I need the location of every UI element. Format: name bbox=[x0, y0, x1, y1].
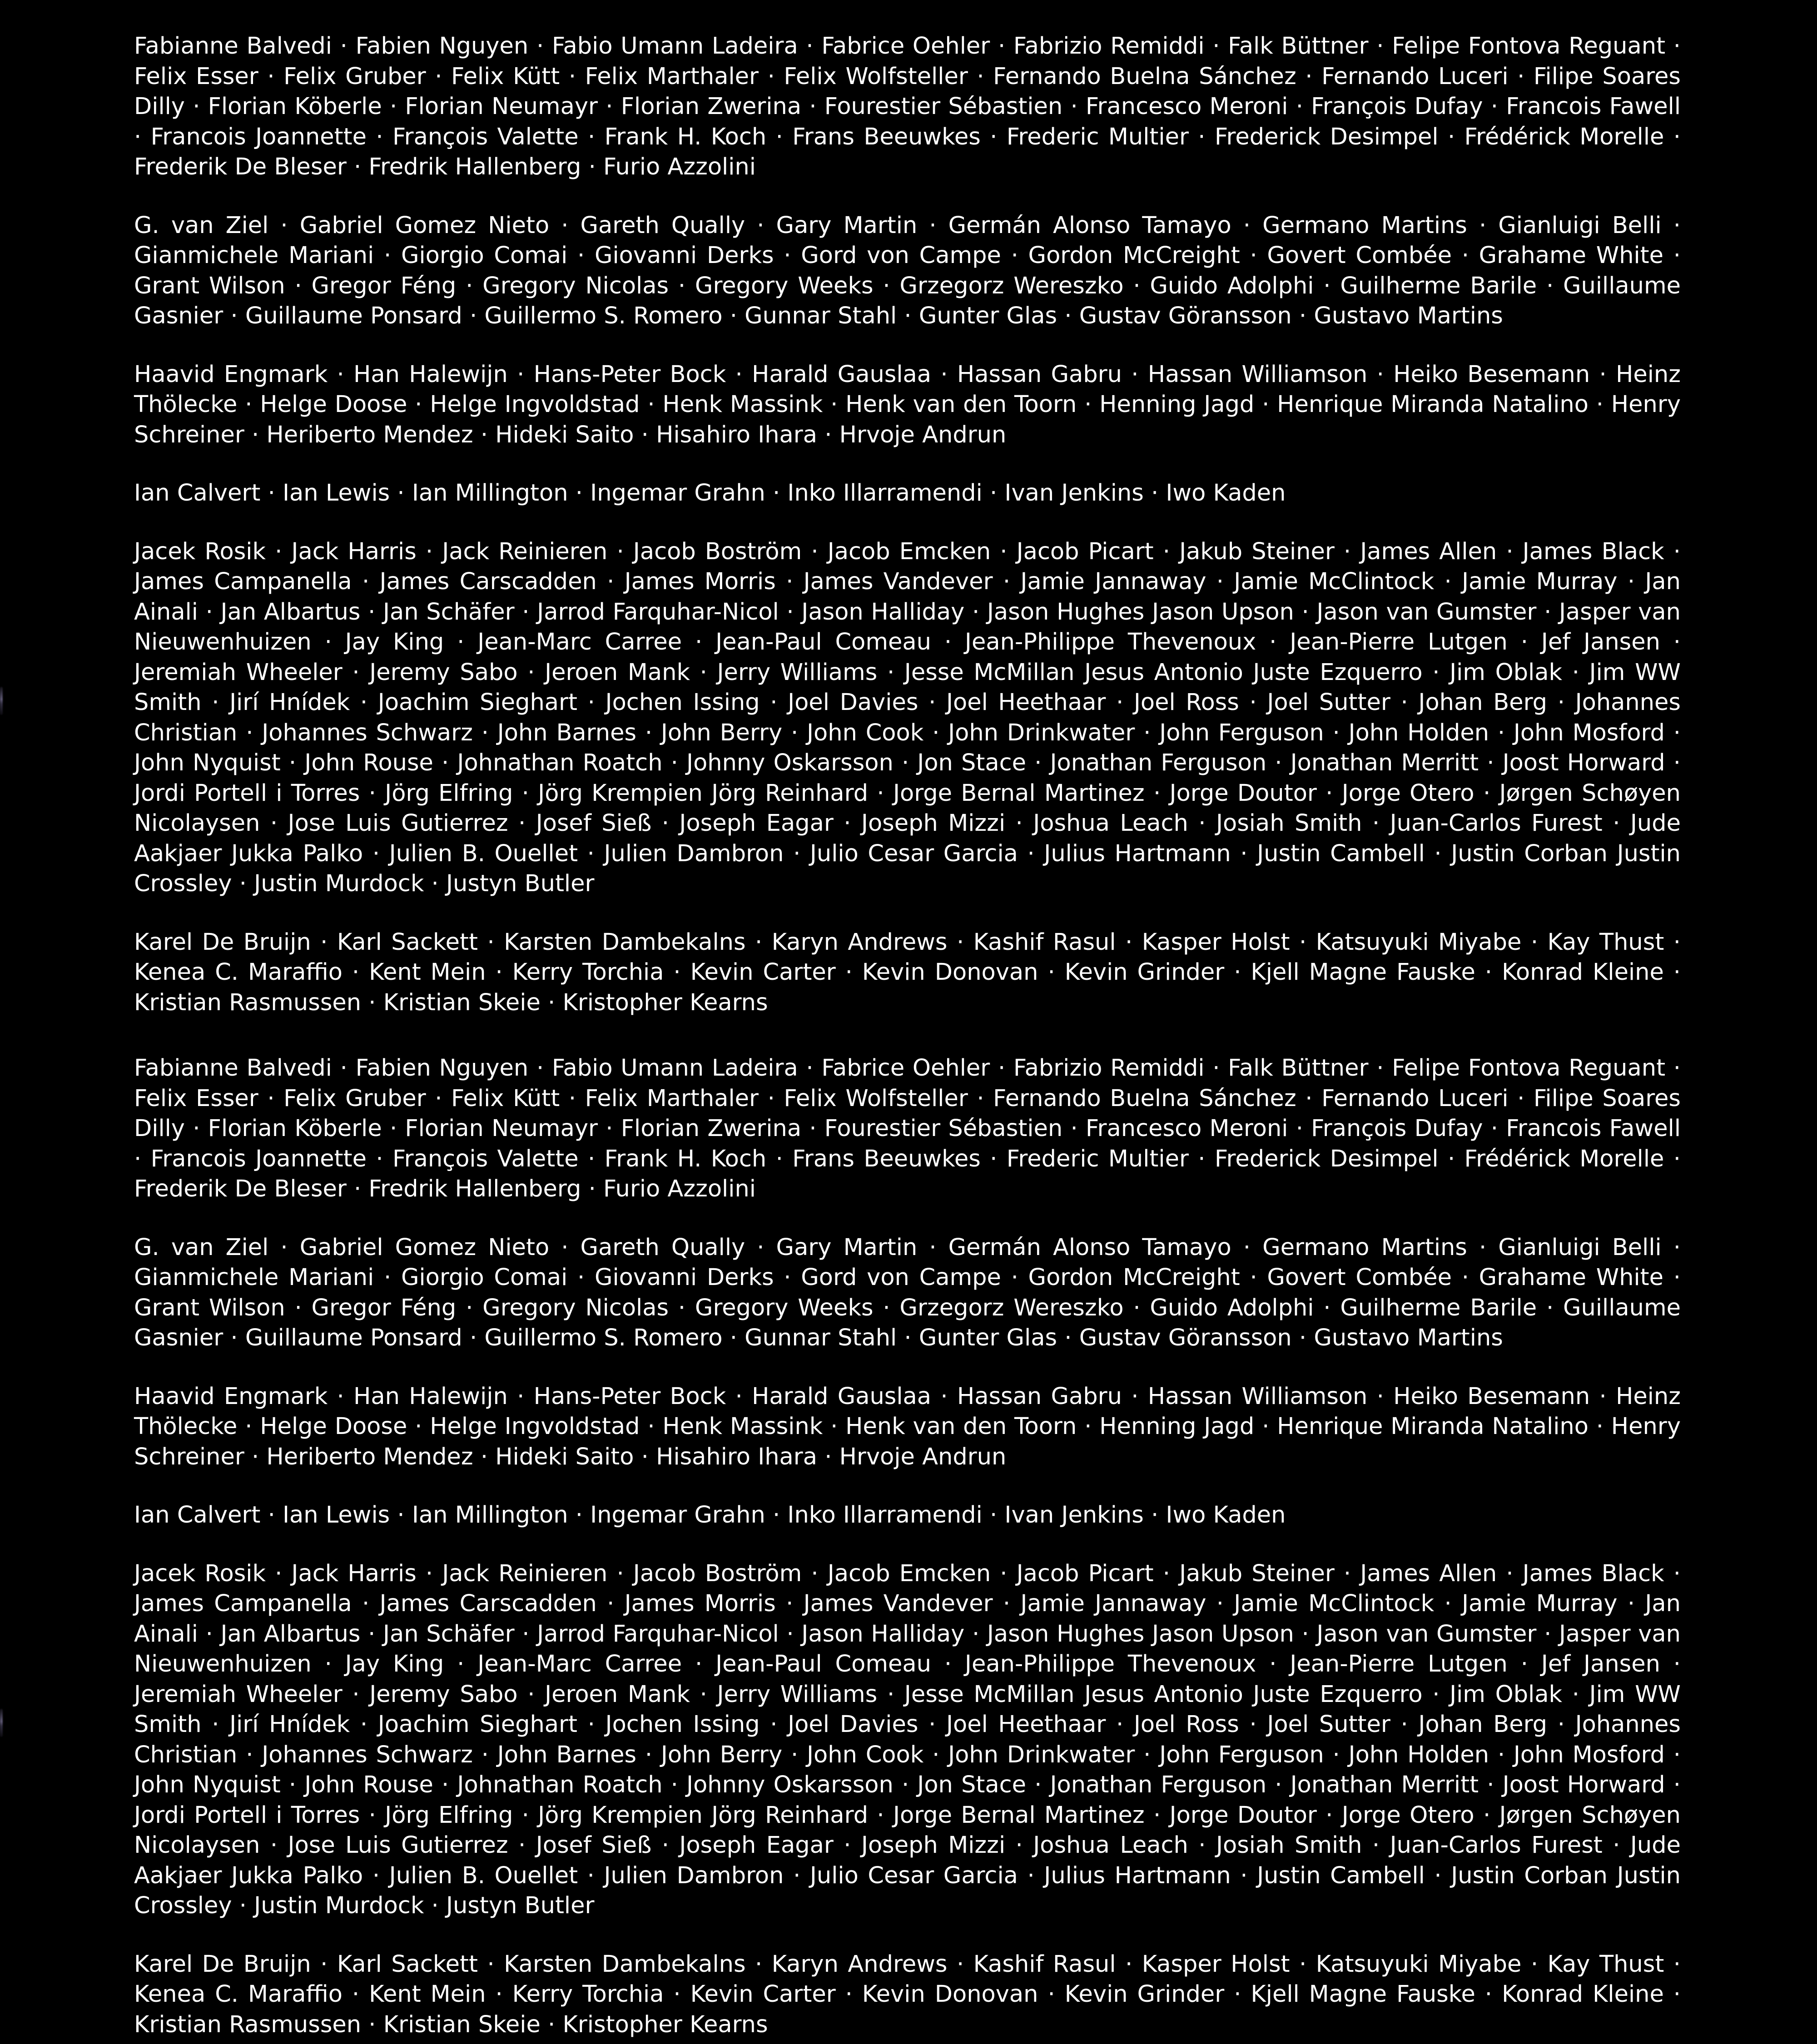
credits-text-column bbox=[134, 0, 1681, 1018]
credits-paragraph-I: Ian Calvert · Ian Lewis · Ian Millington · Ingemar Grahn · Inko Illarramendi · Ivan Jenkins · Iwo Kaden bbox=[134, 480, 1286, 506]
credits-paragraph-F: Fabianne Balvedi · Fabien Nguyen · Fabio Umann Ladeira · Fabrice Oehler · Fabrizio Remiddi · Falk Büttner · Felipe Fontova Reguant · Felix Esser · Felix Gruber · Felix Kütt · Felix Marthaler · Felix Wolfsteller · Fernando Buelna Sánchez · Fernando Luceri · Filipe Soares Dilly · Florian Köberle · Florian Neumayr · Florian Zwerina · Fourestier Sébastien · Francesco Meroni · François Dufay · Francois Fawell · Francois Joannette · François Valette · Frank H. Koch · Frans Beeuwkes · Frederic Multier · Frederick Desimpel · Frédérick Morelle · Frederik De Bleser · Fredrik Hallenberg · Furio Azzolini bbox=[134, 33, 1681, 180]
credits-paragraph-G: G. van Ziel · Gabriel Gomez Nieto · Gareth Qually · Gary Martin · Germán Alonso Tamayo · Germano Martins · Gianluigi Belli · Gianmichele Mariani · Giorgio Comai · Giovanni Derks · Gord von Campe · Gordon McCreight · Govert Combée · Grahame White · Grant Wilson · Gregor Féng · Gregory Nicolas · Gregory Weeks · Grzegorz Wereszko · Guido Adolphi · Guilherme Barile · Guillaume Gasnier · Guillaume Ponsard · Guillermo S. Romero · Gunnar Stahl · Gunter Glas · Gustav Göransson · Gustavo Martins bbox=[134, 1234, 1681, 1351]
credits-paragraph-H: Haavid Engmark · Han Halewijn · Hans-Peter Bock · Harald Gauslaa · Hassan Gabru · Hassan Williamson · Heiko Besemann · Heinz Thölecke · Helge Doose · Helge Ingvoldstad · Henk Massink · Henk van den Toorn · Henning Jagd · Henrique Miranda Natalino · Henry Schreiner · Heriberto Mendez · Hideki Saito · Hisahiro Ihara · Hrvoje Andrun bbox=[134, 1383, 1681, 1470]
credits-paragraph-G: G. van Ziel · Gabriel Gomez Nieto · Gareth Qually · Gary Martin · Germán Alonso Tamayo · Germano Martins · Gianluigi Belli · Gianmichele Mariani · Giorgio Comai · Giovanni Derks · Gord von Campe · Gordon McCreight · Govert Combée · Grahame White · Grant Wilson · Gregor Féng · Gregory Nicolas · Gregory Weeks · Grzegorz Wereszko · Guido Adolphi · Guilherme Barile · Guillaume Gasnier · Guillaume Ponsard · Guillermo S. Romero · Gunnar Stahl · Gunter Glas · Gustav Göransson · Gustavo Martins bbox=[134, 212, 1681, 329]
credits-paragraph-K: Karel De Bruijn · Karl Sackett · Karsten Dambekalns · Karyn Andrews · Kashif Rasul · Kasper Holst · Katsuyuki Miyabe · Kay Thust · Kenea C. Maraffio · Kent Mein · Kerry Torchia · Kevin Carter · Kevin Donovan · Kevin Grinder · Kjell Magne Fauske · Konrad Kleine · Kristian Rasmussen · Kristian Skeie · Kristopher Kearns bbox=[134, 1950, 1681, 2038]
credits-section-copy-2 bbox=[0, 1022, 1817, 2044]
credits-paragraph-F: Fabianne Balvedi · Fabien Nguyen · Fabio Umann Ladeira · Fabrice Oehler · Fabrizio Remiddi · Falk Büttner · Felipe Fontova Reguant · Felix Esser · Felix Gruber · Felix Kütt · Felix Marthaler · Felix Wolfsteller · Fernando Buelna Sánchez · Fernando Luceri · Filipe Soares Dilly · Florian Köberle · Florian Neumayr · Florian Zwerina · Fourestier Sébastien · Francesco Meroni · François Dufay · Francois Fawell · Francois Joannette · François Valette · Frank H. Koch · Frans Beeuwkes · Frederic Multier · Frederick Desimpel · Frédérick Morelle · Frederik De Bleser · Fredrik Hallenberg · Furio Azzolini bbox=[134, 1055, 1681, 1202]
credits-paragraph-K: Karel De Bruijn · Karl Sackett · Karsten Dambekalns · Karyn Andrews · Kashif Rasul · Kasper Holst · Katsuyuki Miyabe · Kay Thust · Kenea C. Maraffio · Kent Mein · Kerry Torchia · Kevin Carter · Kevin Donovan · Kevin Grinder · Kjell Magne Fauske · Konrad Kleine · Kristian Rasmussen · Kristian Skeie · Kristopher Kearns bbox=[134, 928, 1681, 1016]
credits-paragraph-H: Haavid Engmark · Han Halewijn · Hans-Peter Bock · Harald Gauslaa · Hassan Gabru · Hassan Williamson · Heiko Besemann · Heinz Thölecke · Helge Doose · Helge Ingvoldstad · Henk Massink · Henk van den Toorn · Henning Jagd · Henrique Miranda Natalino · Henry Schreiner · Heriberto Mendez · Hideki Saito · Hisahiro Ihara · Hrvoje Andrun bbox=[134, 361, 1681, 448]
text-cursor-artifact bbox=[0, 687, 3, 715]
text-cursor-artifact bbox=[0, 1709, 3, 1737]
credits-paragraph-J: Jacek Rosik · Jack Harris · Jack Reinieren · Jacob Boström · Jacob Emcken · Jacob Picart · Jakub Steiner · James Allen · James Black · James Campanella · James Carscadden · James Morris · James Vandever · Jamie Jannaway · Jamie McClintock · Jamie Murray · Jan Ainali · Jan Albartus · Jan Schäfer · Jarrod Farquhar-Nicol · Jason Halliday · Jason Hughes Jason Upson · Jason van Gumster · Jasper van Nieuwenhuizen · Jay King · Jean-Marc Carree · Jean-Paul Comeau · Jean-Philippe Thevenoux · Jean-Pierre Lutgen · Jef Jansen · Jeremiah Wheeler · Jeremy Sabo · Jeroen Mank · Jerry Williams · Jesse McMillan Jesus Antonio Juste Ezquerro · Jim Oblak · Jim WW Smith · Jirí Hnídek · Joachim Sieghart · Jochen Issing · Joel Davies · Joel Heethaar · Joel Ross · Joel Sutter · Johan Berg · Johannes Christian · Johannes Schwarz · John Barnes · John Berry · John Cook · John Drinkwater · John Ferguson · John Holden · John Mosford · John Nyquist · John Rouse · Johnathan Roatch · Johnny Oskarsson · Jon Stace · Jonathan Ferguson · Jonathan Merritt · Joost Horward · Jordi Portell i Torres · Jörg Elfring · Jörg Krempien Jörg Reinhard · Jorge Bernal Martinez · Jorge Doutor · Jorge Otero · Jørgen Schøyen Nicolaysen · Jose Luis Gutierrez · Josef Sieß · Joseph Eagar · Joseph Mizzi · Joshua Leach · Josiah Smith · Juan-Carlos Furest · Jude Aakjaer Jukka Palko · Julien B. Ouellet · Julien Dambron · Julio Cesar Garcia · Julius Hartmann · Justin Cambell · Justin Corban Justin Crossley · Justin Murdock · Justyn Butler bbox=[134, 1560, 1681, 1919]
credits-paragraph-J: Jacek Rosik · Jack Harris · Jack Reinieren · Jacob Boström · Jacob Emcken · Jacob Picart · Jakub Steiner · James Allen · James Black · James Campanella · James Carscadden · James Morris · James Vandever · Jamie Jannaway · Jamie McClintock · Jamie Murray · Jan Ainali · Jan Albartus · Jan Schäfer · Jarrod Farquhar-Nicol · Jason Halliday · Jason Hughes Jason Upson · Jason van Gumster · Jasper van Nieuwenhuizen · Jay King · Jean-Marc Carree · Jean-Paul Comeau · Jean-Philippe Thevenoux · Jean-Pierre Lutgen · Jef Jansen · Jeremiah Wheeler · Jeremy Sabo · Jeroen Mank · Jerry Williams · Jesse McMillan Jesus Antonio Juste Ezquerro · Jim Oblak · Jim WW Smith · Jirí Hnídek · Joachim Sieghart · Jochen Issing · Joel Davies · Joel Heethaar · Joel Ross · Joel Sutter · Johan Berg · Johannes Christian · Johannes Schwarz · John Barnes · John Berry · John Cook · John Drinkwater · John Ferguson · John Holden · John Mosford · John Nyquist · John Rouse · Johnathan Roatch · Johnny Oskarsson · Jon Stace · Jonathan Ferguson · Jonathan Merritt · Joost Horward · Jordi Portell i Torres · Jörg Elfring · Jörg Krempien Jörg Reinhard · Jorge Bernal Martinez · Jorge Doutor · Jorge Otero · Jørgen Schøyen Nicolaysen · Jose Luis Gutierrez · Josef Sieß · Joseph Eagar · Joseph Mizzi · Joshua Leach · Josiah Smith · Juan-Carlos Furest · Jude Aakjaer Jukka Palko · Julien B. Ouellet · Julien Dambron · Julio Cesar Garcia · Julius Hartmann · Justin Cambell · Justin Corban Justin Crossley · Justin Murdock · Justyn Butler bbox=[134, 538, 1681, 897]
credits-paragraph-I: Ian Calvert · Ian Lewis · Ian Millington · Ingemar Grahn · Inko Illarramendi · Ivan Jenkins · Iwo Kaden bbox=[134, 1502, 1286, 1528]
credits-text-column bbox=[134, 1022, 1681, 2040]
